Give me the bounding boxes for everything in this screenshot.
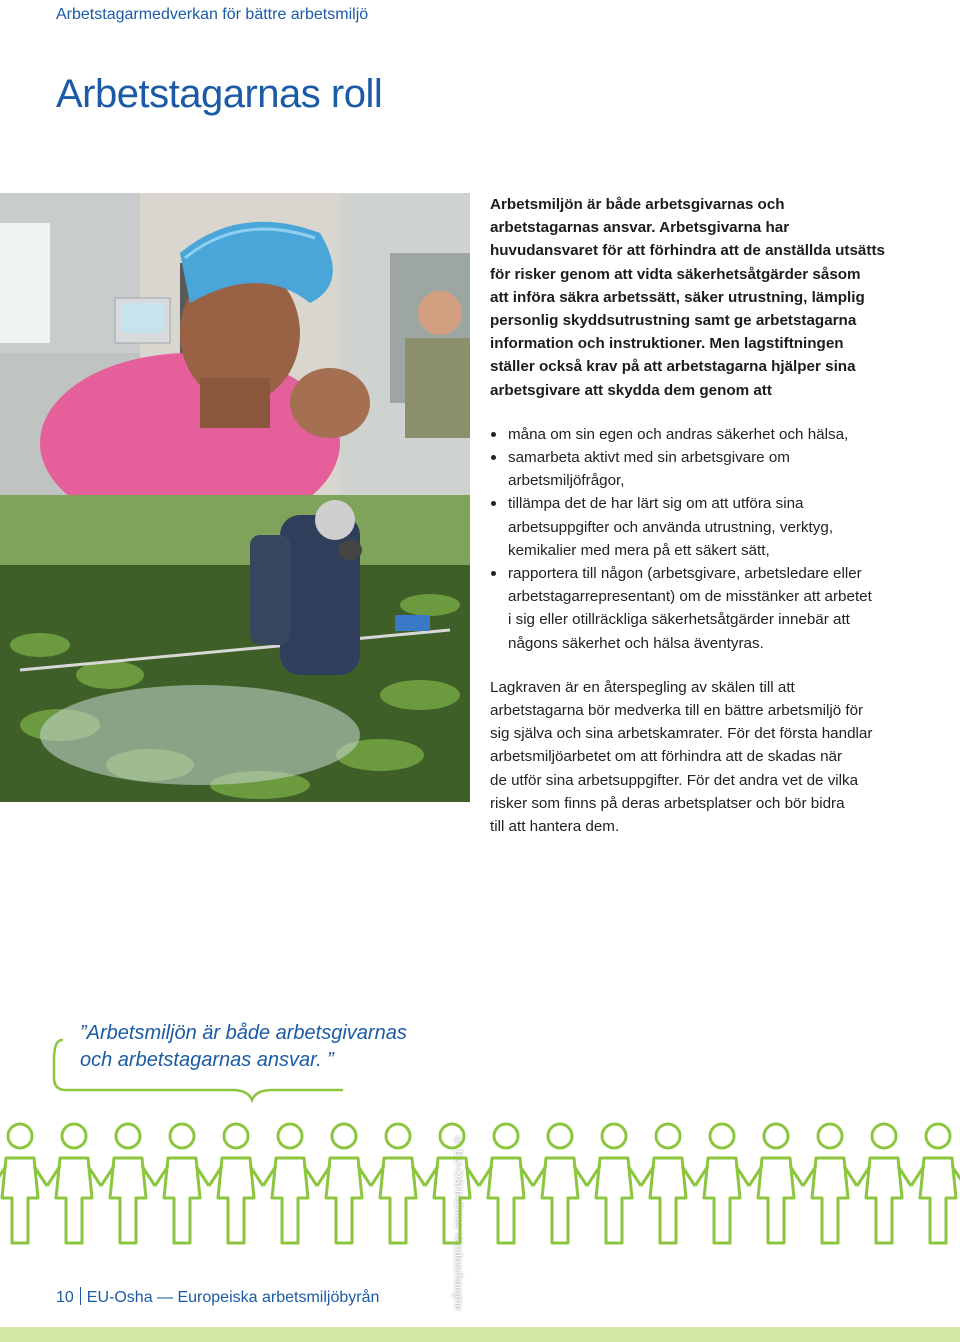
- person-figure-icon: [263, 1124, 317, 1243]
- people-chain-illustration: [0, 1118, 960, 1258]
- person-figure-icon: [209, 1124, 263, 1243]
- page-title: Arbetstagarnas roll: [56, 72, 383, 116]
- bullet-icon: [491, 501, 496, 506]
- list-item: [490, 562, 910, 655]
- pull-quote: [52, 1020, 472, 1098]
- text-line: måna om sin egen och andras säkerhet och hälsa,: [508, 425, 849, 443]
- list-item: [490, 423, 910, 446]
- list-item: [490, 446, 910, 492]
- quote-line: och arbetstagarnas ansvar. ”: [80, 1049, 334, 1071]
- publisher-name: EU-Osha — Europeiska arbetsmiljöbyrån: [86, 1289, 380, 1306]
- bullet-icon: [491, 571, 496, 576]
- text-line: rapportera till någon (arbetsgivare, arbetsledare eller: [508, 565, 862, 583]
- text-line: arbetstagarnas ansvar. Arbetsgivarna har: [490, 219, 790, 237]
- text-line: arbetsgivare att skydda dem genom att: [490, 381, 772, 399]
- person-figure-icon: [47, 1124, 101, 1243]
- photo-credit: © EU-OSHA/Dries Vandeschaegne: [452, 1135, 464, 1311]
- footer: [56, 1287, 379, 1307]
- photo-lab-worker: [0, 193, 470, 495]
- person-figure-icon: [317, 1124, 371, 1243]
- person-figure-icon: [371, 1124, 425, 1243]
- person-figure-icon: [749, 1124, 803, 1243]
- text-line: i sig eller otillräckliga säkerhetsåtgärder innebär att: [508, 611, 850, 629]
- quote-text: [80, 1020, 480, 1074]
- person-figure-icon: [0, 1124, 47, 1243]
- bullet-icon: [491, 455, 496, 460]
- text-line: arbetstagarna bör medverka till en bättre arbetsmiljö för: [490, 702, 864, 720]
- closing-paragraph: [490, 676, 910, 838]
- text-line: att införa säkra arbetssätt, säker utrustning, lämplig: [490, 288, 865, 306]
- bottom-color-bar: [0, 1327, 960, 1342]
- text-line: arbetstagarrepresentant) om de misstänker att arbetet: [508, 588, 872, 606]
- text-line: information och instruktioner. Men lagstiftningen: [490, 335, 844, 353]
- list-item: [490, 492, 910, 562]
- person-figure-icon: [695, 1124, 749, 1243]
- quote-line: ”Arbetsmiljön är både arbetsgivarnas: [80, 1022, 407, 1044]
- text-line: huvudansvaret för att förhindra att de anställda utsätts: [490, 242, 885, 260]
- text-line: arbetsmiljöfrågor,: [508, 472, 625, 490]
- text-line: risker som finns på deras arbetsplatser och bör bidra: [490, 794, 845, 812]
- text-line: sig själva och sina arbetskamrater. För det första handlar: [490, 725, 873, 743]
- bullet-icon: [491, 432, 496, 437]
- person-figure-icon: [479, 1124, 533, 1243]
- text-line: Lagkraven är en återspegling av skälen till att: [490, 678, 795, 696]
- person-figure-icon: [857, 1124, 911, 1243]
- page-number: 10: [56, 1289, 74, 1306]
- running-head: Arbetstagarmedverkan för bättre arbetsmiljö: [56, 6, 369, 23]
- bullet-list: [490, 423, 910, 655]
- person-figure-icon: [803, 1124, 857, 1243]
- footer-divider: [80, 1287, 81, 1305]
- text-line: Arbetsmiljön är både arbetsgivarnas och: [490, 196, 785, 213]
- person-figure-icon: [155, 1124, 209, 1243]
- person-figure-icon: [101, 1124, 155, 1243]
- text-line: arbetsmiljöarbetet om att förhindra att de skadas när: [490, 748, 843, 766]
- person-figure-icon: [911, 1124, 960, 1243]
- intro-paragraph: [490, 193, 910, 402]
- text-line: tillämpa det de har lärt sig om att utföra sina: [508, 495, 804, 513]
- text-line: för risker genom att vidta säkerhetsåtgärder såsom: [490, 265, 861, 283]
- text-line: personlig skyddsutrustning samt ge arbetstagarna: [490, 312, 857, 330]
- text-line: arbetsuppgifter och använda utrustning, verktyg,: [508, 518, 834, 536]
- body-text: [490, 193, 910, 838]
- person-figure-icon: [587, 1124, 641, 1243]
- text-line: kemikalier med mera på ett säkert sätt,: [508, 541, 770, 559]
- text-line: de utför sina arbetsuppgifter. För det andra vet de vilka: [490, 771, 859, 789]
- person-figure-icon: [533, 1124, 587, 1243]
- text-line: ställer också krav på att arbetstagarna hjälper sina: [490, 358, 856, 376]
- text-line: någons säkerhet och hälsa äventyras.: [508, 634, 764, 652]
- text-line: till att hantera dem.: [490, 818, 620, 836]
- person-figure-icon: [641, 1124, 695, 1243]
- text-line: samarbeta aktivt med sin arbetsgivare om: [508, 449, 790, 467]
- person-figure-icon: [425, 1124, 479, 1243]
